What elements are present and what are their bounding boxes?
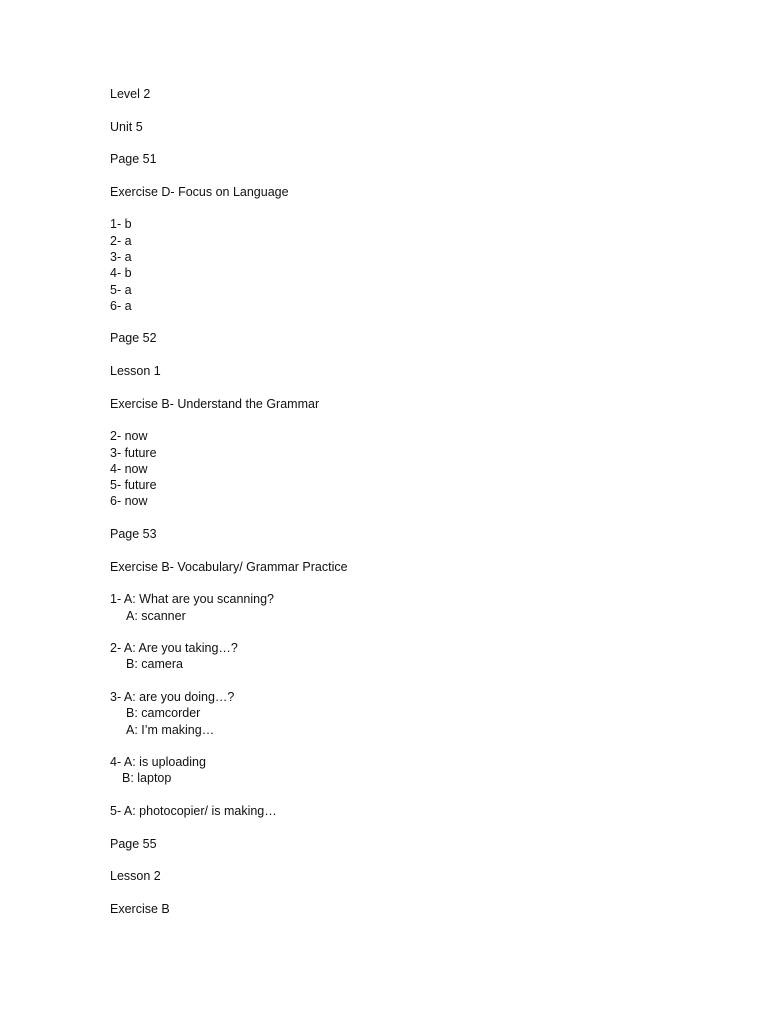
answer-line: 2- now	[110, 429, 148, 444]
answer-line: 4- now	[110, 461, 148, 476]
answer-line: 2- a	[110, 233, 132, 248]
page-heading: Page 51	[110, 152, 157, 167]
dialogue-question: 5- A: photocopier/ is making…	[110, 804, 277, 819]
exercise-heading: Exercise B	[110, 901, 170, 916]
exercise-heading: Exercise B- Vocabulary/ Grammar Practice	[110, 559, 348, 574]
answer-line: 5- a	[110, 282, 132, 297]
dialogue-question: 4- A: is uploading	[110, 755, 206, 770]
dialogue-answer: B: camera	[126, 657, 183, 672]
dialogue-answer: A: I’m making…	[126, 722, 215, 737]
dialogue-answer: B: laptop	[122, 771, 172, 786]
answer-line: 4- b	[110, 266, 132, 281]
answer-key-text	[110, 86, 348, 917]
exercise-heading: Exercise D- Focus on Language	[110, 184, 289, 199]
page-heading: Page 55	[110, 836, 157, 851]
exercise-heading: Exercise B- Understand the Grammar	[110, 396, 320, 411]
lesson-heading: Lesson 2	[110, 869, 161, 884]
answer-line: 1- b	[110, 217, 132, 232]
dialogue-question: 3- A: are you doing…?	[110, 689, 235, 704]
dialogue-question: 1- A: What are you scanning?	[110, 592, 274, 607]
answer-line: 6- now	[110, 494, 148, 509]
dialogue-answer: A: scanner	[126, 608, 186, 623]
answer-line: 3- a	[110, 249, 132, 264]
answer-line: 5- future	[110, 478, 157, 493]
answer-line: 3- future	[110, 445, 157, 460]
page-heading: Page 53	[110, 527, 157, 542]
answer-line: 6- a	[110, 298, 132, 313]
lesson-heading: Lesson 1	[110, 364, 161, 379]
dialogue-question: 2- A: Are you taking…?	[110, 641, 238, 656]
unit-line: Unit 5	[110, 119, 143, 134]
dialogue-answer: B: camcorder	[126, 706, 201, 721]
page-heading: Page 52	[110, 331, 157, 346]
level-line: Level 2	[110, 87, 151, 101]
